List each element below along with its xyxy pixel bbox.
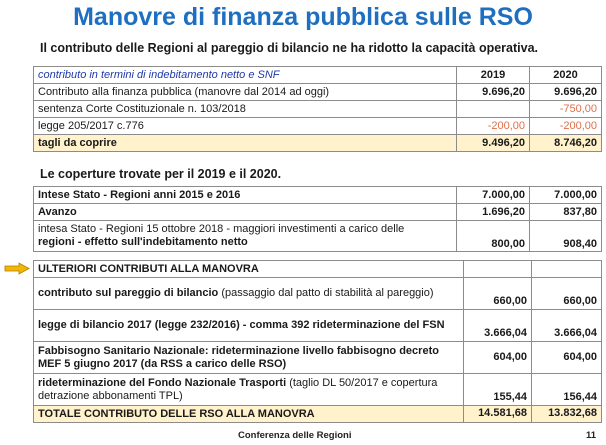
row-label bbox=[34, 221, 457, 252]
row-value-2019: 155,44 bbox=[464, 374, 532, 406]
row-label bbox=[34, 342, 464, 374]
row-label-bold: contributo sul pareggio di bilancio bbox=[38, 287, 219, 299]
coverage-table bbox=[33, 186, 602, 252]
row-value-2020: -200,00 bbox=[530, 118, 602, 135]
row-label bbox=[34, 278, 464, 310]
row-label-bold: Fabbisogno Sanitario Nazionale: rideterminazione livello fabbisogno decreto MEF 5 giugno 2017 (da RSS a carico delle RSO) bbox=[38, 344, 439, 370]
total-value-2019: 9.496,20 bbox=[457, 135, 530, 152]
page-subtitle: Il contributo delle Regioni al pareggio di bilancio ne ha ridotto la capacità operativa. bbox=[40, 41, 538, 55]
row-value-2020: 604,00 bbox=[532, 342, 602, 374]
table-row bbox=[34, 118, 602, 135]
table-row bbox=[34, 204, 602, 221]
table-header-row bbox=[34, 67, 602, 84]
row-label bbox=[34, 374, 464, 406]
row-value-2019: 9.696,20 bbox=[457, 84, 530, 101]
row-label-bold: legge di bilancio 2017 (legge 232/2016) - comma 392 rideterminazione del FSN bbox=[38, 319, 445, 331]
total-label: TOTALE CONTRIBUTO DELLE RSO ALLA MANOVRA bbox=[34, 406, 464, 423]
table-row bbox=[34, 84, 602, 101]
row-label: Avanzo bbox=[34, 204, 457, 221]
total-value-2019: 14.581,68 bbox=[464, 406, 532, 423]
page-title: Manovre di finanza pubblica sulle RSO bbox=[73, 3, 533, 31]
table-row bbox=[34, 187, 602, 204]
row-value-2019 bbox=[457, 101, 530, 118]
row-value-2020: 660,00 bbox=[532, 278, 602, 310]
year-header-2020: 2020 bbox=[530, 67, 602, 84]
row-label-bold: rideterminazione del Fondo Nazionale Trasporti bbox=[38, 376, 287, 389]
row-label: Contributo alla finanza pubblica (manovre dal 2014 ad oggi) bbox=[34, 84, 457, 101]
empty-cell bbox=[464, 261, 532, 278]
table-row bbox=[34, 342, 602, 374]
total-row bbox=[34, 135, 602, 152]
additional-contributions-table bbox=[33, 260, 602, 423]
empty-cell bbox=[532, 261, 602, 278]
row-label-bold: regioni - effetto sull'indebitamento netto bbox=[38, 236, 248, 248]
row-label: legge 205/2017 c.776 bbox=[34, 118, 457, 135]
row-label bbox=[34, 310, 464, 342]
total-label: tagli da coprire bbox=[34, 135, 457, 152]
row-value-2020: 837,80 bbox=[530, 204, 602, 221]
table-row bbox=[34, 310, 602, 342]
total-value-2020: 8.746,20 bbox=[530, 135, 602, 152]
row-value-2020: -750,00 bbox=[530, 101, 602, 118]
row-value-2019: 3.666,04 bbox=[464, 310, 532, 342]
row-value-2019: 7.000,00 bbox=[457, 187, 530, 204]
page-number: 11 bbox=[586, 430, 597, 441]
table-row bbox=[34, 221, 602, 252]
table-row bbox=[34, 278, 602, 310]
row-value-2020: 9.696,20 bbox=[530, 84, 602, 101]
total-value-2020: 13.832,68 bbox=[532, 406, 602, 423]
section-title: Le coperture trovate per il 2019 e il 2020. bbox=[40, 167, 282, 181]
row-label-normal: (passaggio dal patto di stabilità al pareggio) bbox=[218, 287, 434, 299]
row-label: Intese Stato - Regioni anni 2015 e 2016 bbox=[34, 187, 457, 204]
footer-text: Conferenza delle Regioni bbox=[238, 430, 352, 441]
arrow-right-icon bbox=[4, 262, 30, 275]
contribution-table bbox=[33, 66, 602, 152]
row-value-2019: 604,00 bbox=[464, 342, 532, 374]
table-header-label: contributo in termini di indebitamento netto e SNF bbox=[34, 67, 457, 84]
table-header-row bbox=[34, 261, 602, 278]
table-row bbox=[34, 374, 602, 406]
row-value-2020: 908,40 bbox=[530, 221, 602, 252]
row-label-normal: intesa Stato - Regioni 15 ottobre 2018 - maggiori investimenti a carico delle bbox=[38, 223, 405, 235]
year-header-2019: 2019 bbox=[457, 67, 530, 84]
row-value-2019: 800,00 bbox=[457, 221, 530, 252]
row-value-2020: 3.666,04 bbox=[532, 310, 602, 342]
total-row bbox=[34, 406, 602, 423]
row-value-2019: 660,00 bbox=[464, 278, 532, 310]
row-label-normal: (taglio DL 50/2017 e copertura detrazione abbonamenti TPL) bbox=[38, 376, 438, 402]
row-value-2020: 156,44 bbox=[532, 374, 602, 406]
row-value-2019: -200,00 bbox=[457, 118, 530, 135]
table-row bbox=[34, 101, 602, 118]
row-label: sentenza Corte Costituzionale n. 103/2018 bbox=[34, 101, 457, 118]
row-value-2020: 7.000,00 bbox=[530, 187, 602, 204]
table-header-label: ULTERIORI CONTRIBUTI ALLA MANOVRA bbox=[34, 261, 464, 278]
row-value-2019: 1.696,20 bbox=[457, 204, 530, 221]
